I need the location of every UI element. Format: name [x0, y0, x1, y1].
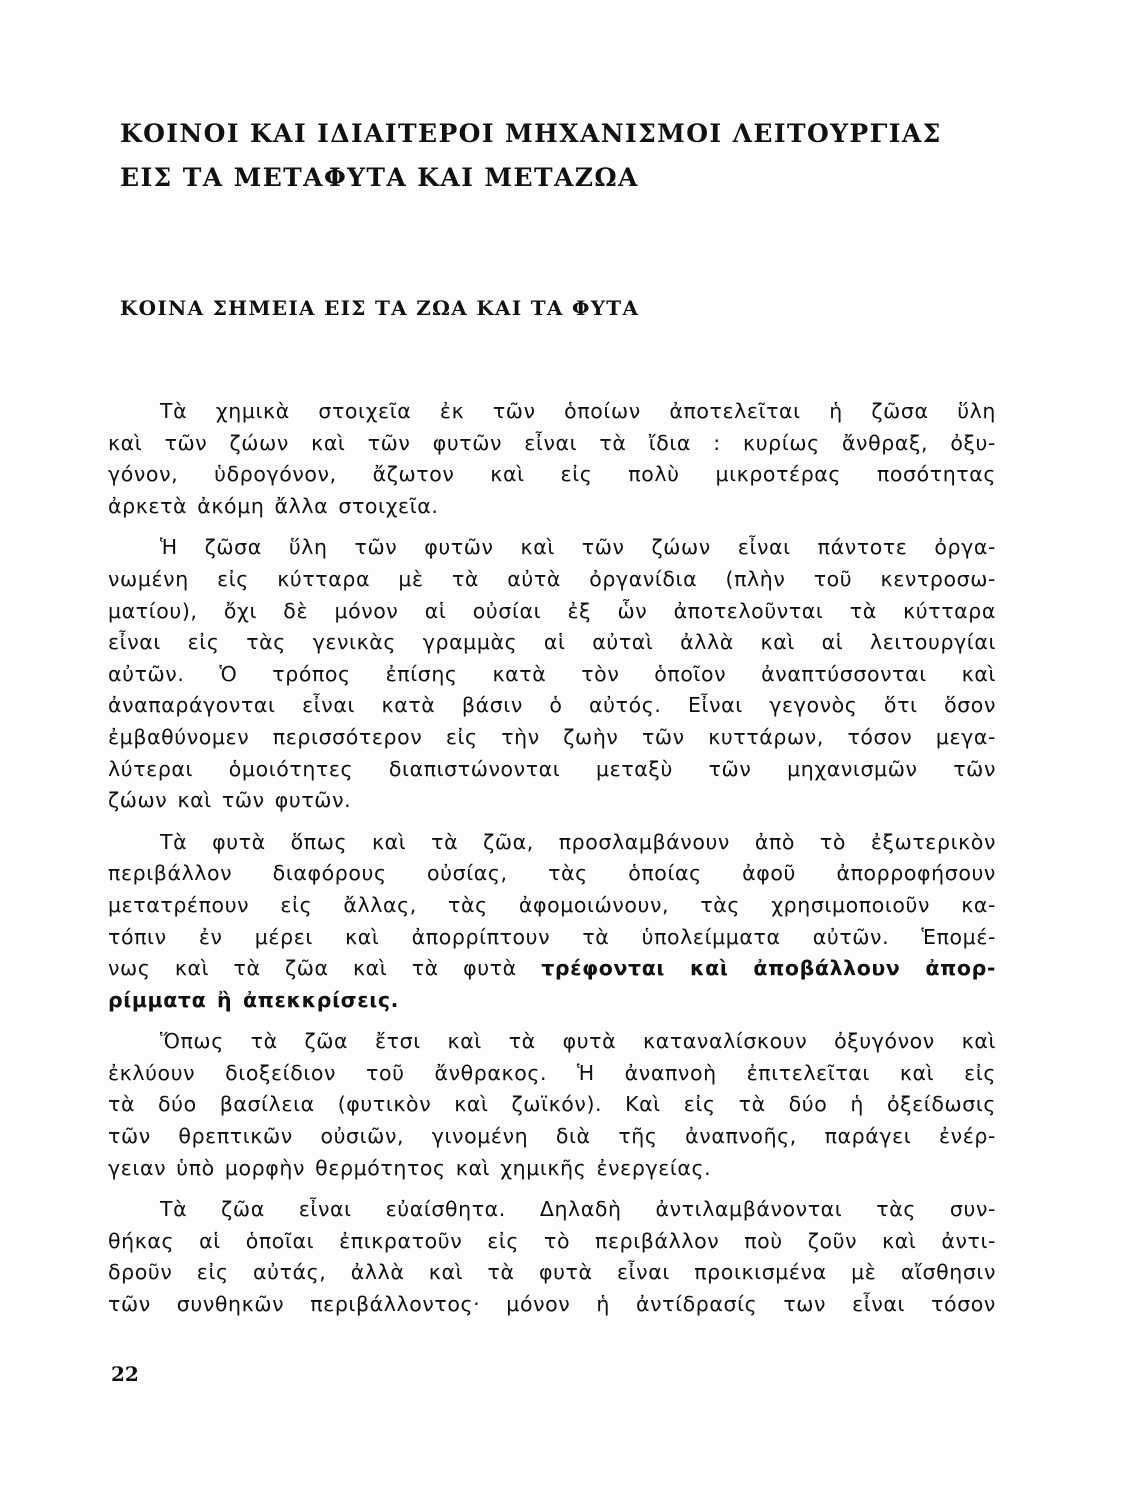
- text-line: ἐκλύουν διοξείδιον τοῦ ἄνθρακος. Ἡ ἀναπνοὴ ἐπιτελεῖται καὶ εἰς: [108, 1060, 996, 1085]
- section-heading: ΚΟΙΝΑ ΣΗΜΕΙΑ ΕΙΣ ΤΑ ΖΩΑ ΚΑΙ ΤΑ ΦΥΤΑ: [120, 296, 640, 320]
- text-line: Ὅπως τὰ ζῶα ἔτσι καὶ τὰ φυτὰ καταναλίσκουν ὀξυγόνον καὶ: [160, 1029, 996, 1054]
- text-line: ματίου), ὄχι δὲ μόνον αἱ οὐσίαι ἐξ ὧν ἀποτελοῦνται τὰ κύτταρα: [108, 598, 996, 623]
- text-line: ζώων καὶ τῶν φυτῶν.: [108, 788, 352, 813]
- text-line: καὶ τῶν ζώων καὶ τῶν φυτῶν εἶναι τὰ ἴδια : κυρίως ἄνθραξ, ὀξυ-: [108, 430, 996, 455]
- paragraph-3: [108, 827, 996, 1017]
- text-line: ἐμβαθύνομεν περισσότερον εἰς τὴν ζωὴν τῶν κυττάρων, τόσον μεγα-: [108, 724, 996, 749]
- emphasized-text: τρέφονται καὶ ἀποβάλλουν ἀπορ-: [541, 956, 996, 981]
- text-line: Τὰ ζῶα εἶναι εὐαίσθητα. Δηλαδὴ ἀντιλαμβάνονται τὰς συν-: [160, 1197, 996, 1222]
- text-line: περιβάλλον διαφόρους οὐσίας, τὰς ὁποίας ἀφοῦ ἀπορροφήσουν: [108, 861, 996, 886]
- text-line: ἀναπαράγονται εἶναι κατὰ βάσιν ὁ αὐτός. Εἶναι γεγονὸς ὅτι ὅσον: [108, 693, 996, 718]
- chapter-title-line-1: ΚΟΙΝΟΙ ΚΑΙ ΙΔΙΑΙΤΕΡΟΙ ΜΗΧΑΝΙΣΜΟΙ ΛΕΙΤΟΥΡΓΙΑΣ: [120, 119, 942, 148]
- body-text: [108, 396, 996, 1331]
- text-line: τόπιν ἐν μέρει καὶ ἀπορρίπτουν τὰ ὑπολείμματα αὐτῶν. Ἑπομέ-: [108, 924, 996, 949]
- page-number: 22: [111, 1362, 139, 1386]
- text-line: γειαν ὑπὸ μορφὴν θερμότητος καὶ χημικῆς ἐνεργείας.: [108, 1155, 712, 1180]
- text-line: αὐτῶν. Ὁ τρόπος ἐπίσης κατὰ τὸν ὁποῖον ἀναπτύσσονται καὶ: [108, 661, 996, 686]
- text-line: τὰ δύο βασίλεια (φυτικὸν καὶ ζωϊκόν). Καὶ εἰς τὰ δύο ἡ ὀξείδωσις: [108, 1092, 996, 1117]
- text-line: ἀρκετὰ ἀκόμη ἄλλα στοιχεῖα.: [108, 493, 439, 518]
- paragraph-5: [108, 1194, 996, 1320]
- chapter-title-line-2: ΕΙΣ ΤΑ ΜΕΤΑΦΥΤΑ ΚΑΙ ΜΕΤΑΖΩΑ: [120, 163, 639, 192]
- text-line: γόνον, ὑδρογόνον, ἄζωτον καὶ εἰς πολὺ μικροτέρας ποσότητας: [108, 462, 996, 487]
- text-line: [108, 953, 996, 985]
- paragraph-1: [108, 396, 996, 522]
- text-line: τῶν θρεπτικῶν οὐσιῶν, γινομένη διὰ τῆς ἀναπνοῆς, παράγει ἐνέρ-: [108, 1124, 996, 1149]
- text-line: τῶν συνθηκῶν περιβάλλοντος· μόνον ἡ ἀντίδρασίς των εἶναι τόσον: [108, 1292, 996, 1317]
- text-fragment: νως καὶ τὰ ζῶα καὶ τὰ φυτὰ: [108, 956, 517, 981]
- text-line: νωμένη εἰς κύτταρα μὲ τὰ αὐτὰ ὀργανίδια (πλὴν τοῦ κεντροσω-: [108, 566, 996, 591]
- paragraph-2: [108, 532, 996, 816]
- paragraph-4: [108, 1026, 996, 1184]
- text-line: εἶναι εἰς τὰς γενικὰς γραμμὰς αἱ αὐταὶ ἀλλὰ καὶ αἱ λειτουργίαι: [108, 630, 996, 655]
- text-line: Τὰ φυτὰ ὅπως καὶ τὰ ζῶα, προσλαμβάνουν ἀπὸ τὸ ἐξωτερικὸν: [160, 829, 996, 854]
- emphasized-text: ρίμματα ἢ ἀπεκκρίσεις.: [108, 987, 399, 1012]
- text-line: Ἡ ζῶσα ὕλη τῶν φυτῶν καὶ τῶν ζώων εἶναι πάντοτε ὀργα-: [160, 535, 996, 560]
- text-line: Τὰ χημικὰ στοιχεῖα ἐκ τῶν ὁποίων ἀποτελεῖται ἡ ζῶσα ὕλη: [160, 399, 996, 423]
- chapter-title: [120, 112, 1000, 200]
- text-line: μετατρέπουν εἰς ἄλλας, τὰς ἀφομοιώνουν, τὰς χρησιμοποιοῦν κα-: [108, 892, 996, 917]
- text-line: δροῦν εἰς αὐτάς, ἀλλὰ καὶ τὰ φυτὰ εἶναι προικισμένα μὲ αἴσθησιν: [108, 1260, 996, 1285]
- text-line: θήκας αἱ ὁποῖαι ἐπικρατοῦν εἰς τὸ περιβάλλον ποὺ ζοῦν καὶ ἀντι-: [108, 1228, 996, 1253]
- text-line: λύτεραι ὁμοιότητες διαπιστώνονται μεταξὺ τῶν μηχανισμῶν τῶν: [108, 756, 996, 781]
